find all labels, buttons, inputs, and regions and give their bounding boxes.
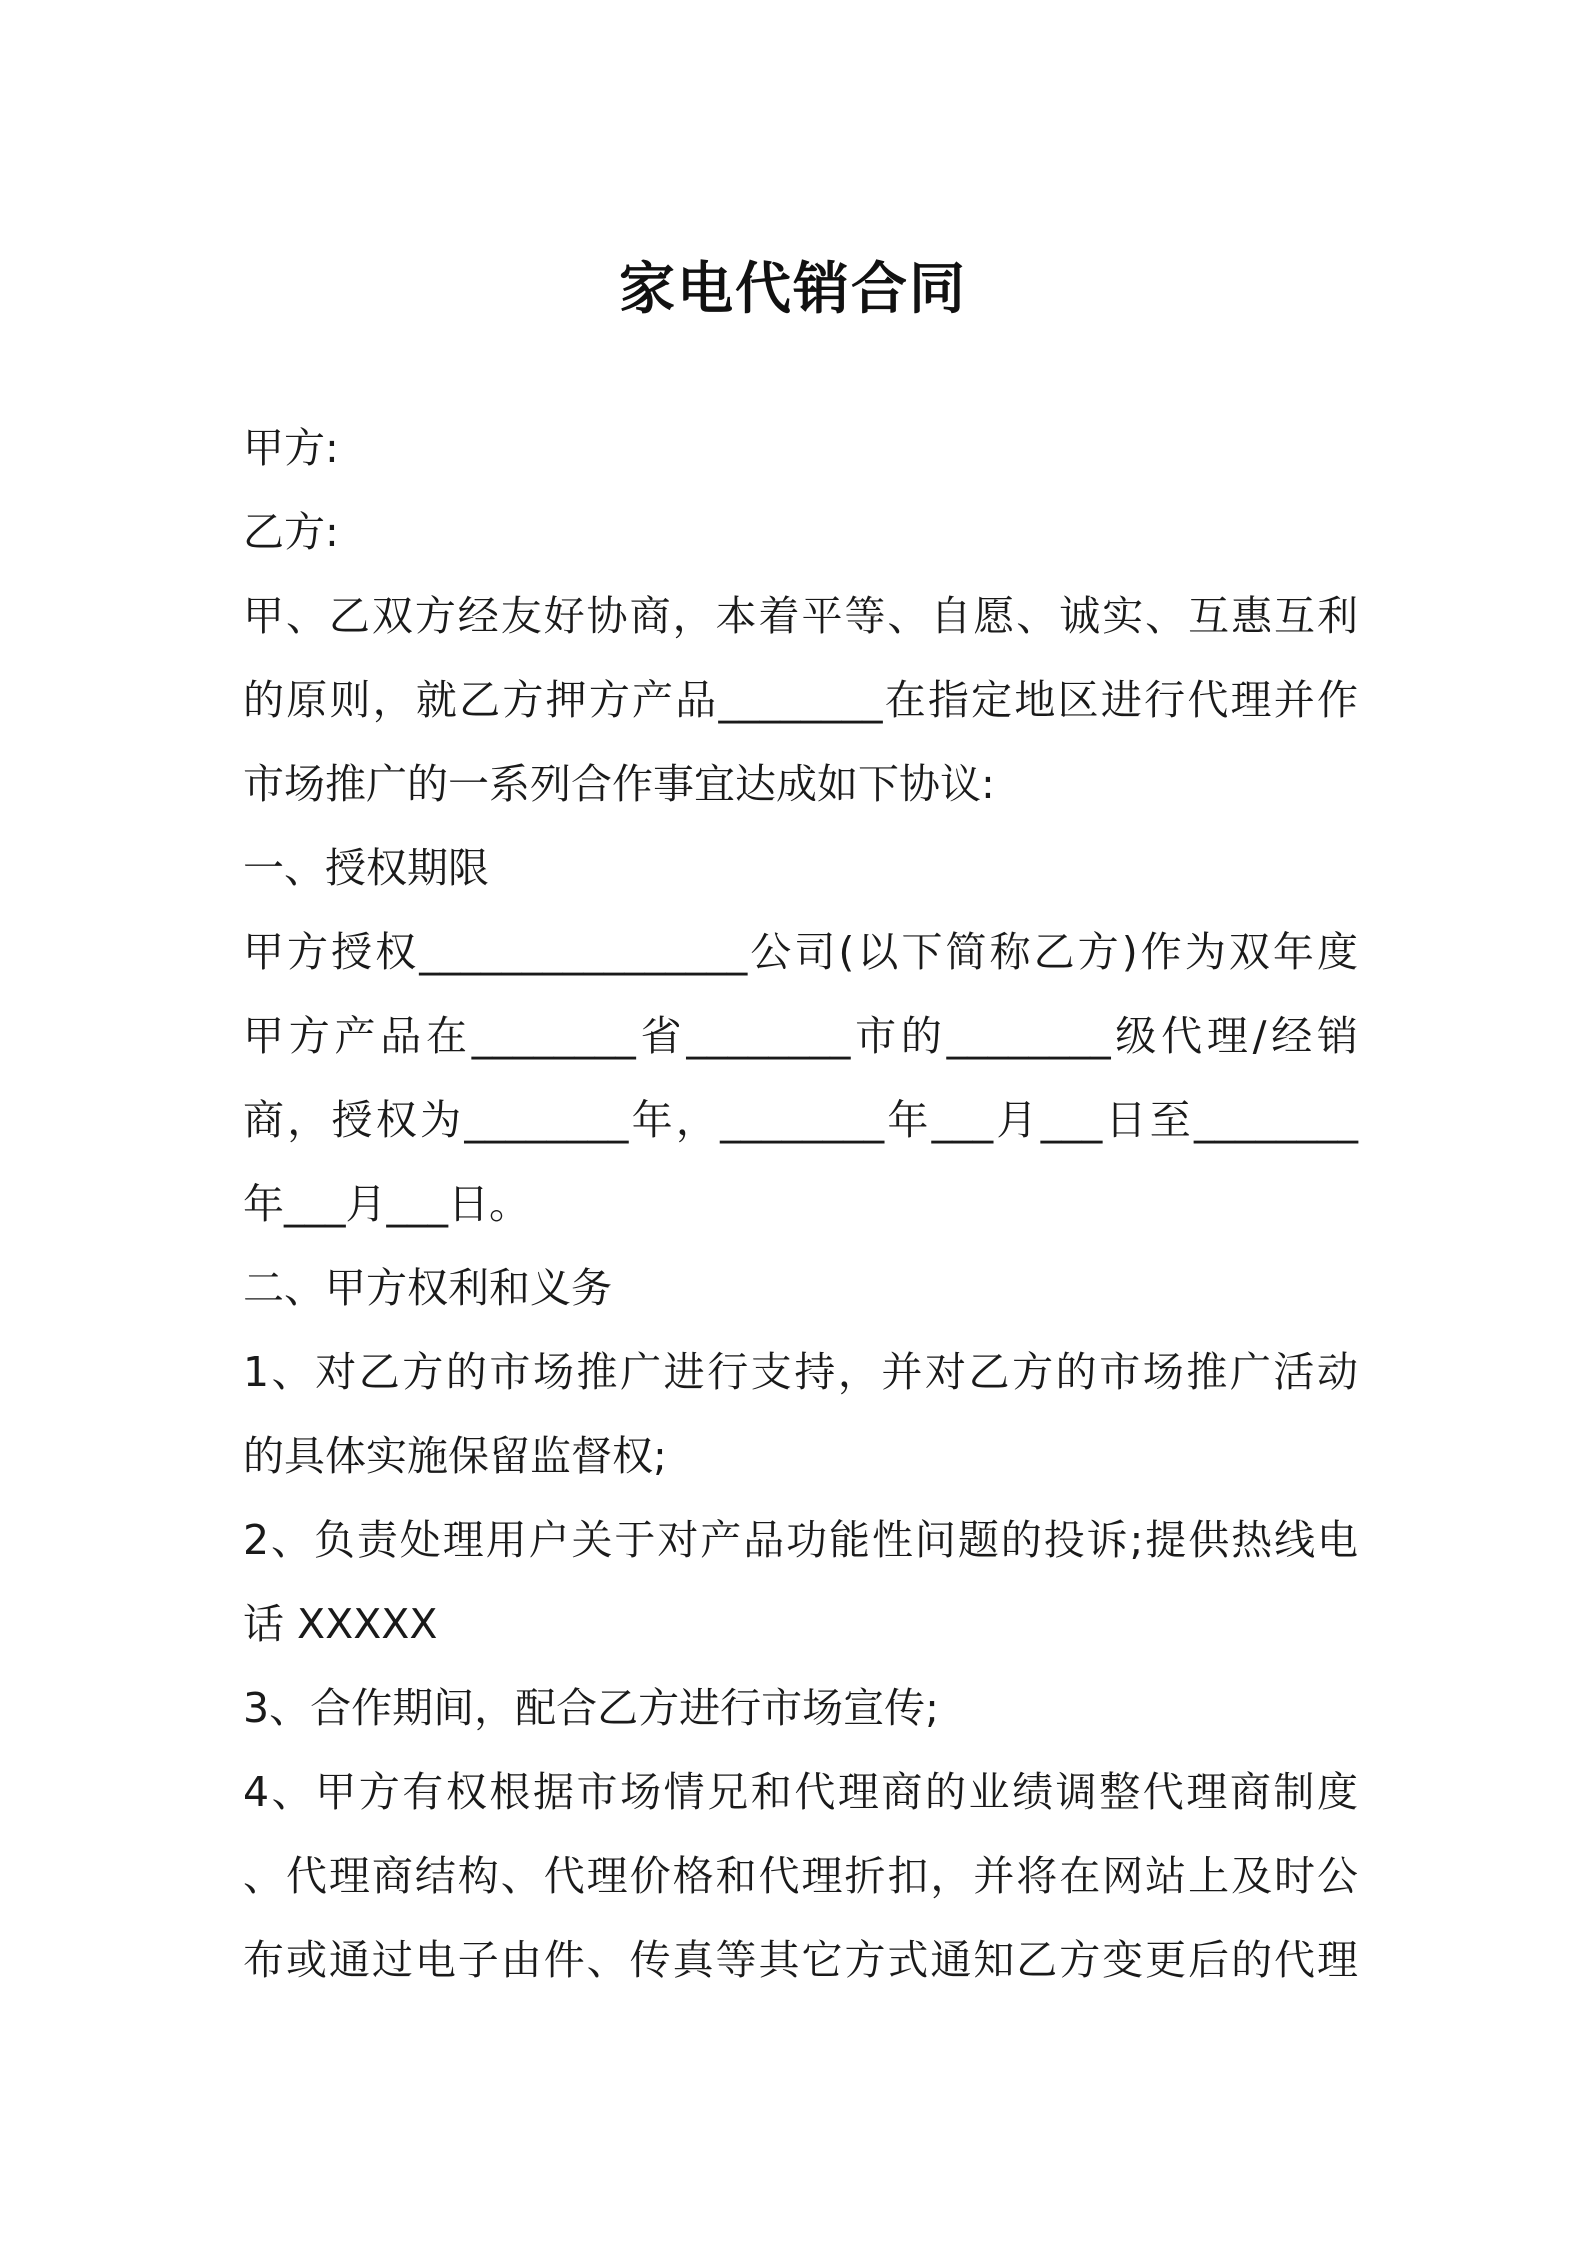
authorization-paragraph-line: 年___月___日。	[243, 1180, 530, 1228]
section-heading-party-a-rights: 二、甲方权利和义务	[243, 1264, 612, 1312]
document-title: 家电代销合同	[619, 257, 967, 322]
clause-2-line: 话 XXXXX	[243, 1600, 438, 1648]
authorization-paragraph-line: 甲方授权________________公司(以下简称乙方)作为双年度	[243, 928, 1358, 976]
intro-paragraph-line: 的原则，就乙方押方产品________在指定地区进行代理并作	[243, 676, 1358, 724]
clause-4-line: 4、甲方有权根据市场情兄和代理商的业绩调整代理商制度	[243, 1768, 1358, 1816]
party-b-line: 乙方:	[243, 508, 339, 556]
section-heading-authorization-period: 一、授权期限	[243, 844, 489, 892]
clause-1-line: 1、对乙方的市场推广进行支持，并对乙方的市场推广活动	[243, 1348, 1358, 1396]
clause-3-line: 3、合作期间，配合乙方进行市场宣传;	[243, 1684, 939, 1732]
intro-paragraph-line: 市场推广的一系列合作事宜达成如下协议:	[243, 760, 995, 808]
clause-2-line: 2、负责处理用户关于对产品功能性问题的投诉;提供热线电	[243, 1516, 1358, 1564]
contract-body	[243, 406, 1358, 2002]
intro-paragraph-line: 甲、乙双方经友好协商，本着平等、自愿、诚实、互惠互利	[243, 592, 1358, 640]
party-a-line: 甲方:	[243, 424, 339, 472]
clause-4-line: 、代理商结构、代理价格和代理折扣，并将在网站上及时公	[243, 1852, 1358, 1900]
clause-4-line: 布或通过电子由件、传真等其它方式通知乙方变更后的代理	[243, 1936, 1358, 1984]
authorization-paragraph-line: 甲方产品在________省________市的________级代理/经销	[243, 1012, 1358, 1060]
clause-1-line: 的具体实施保留监督权;	[243, 1432, 667, 1480]
authorization-paragraph-line: 商，授权为________年，________年___月___日至________	[243, 1096, 1358, 1144]
